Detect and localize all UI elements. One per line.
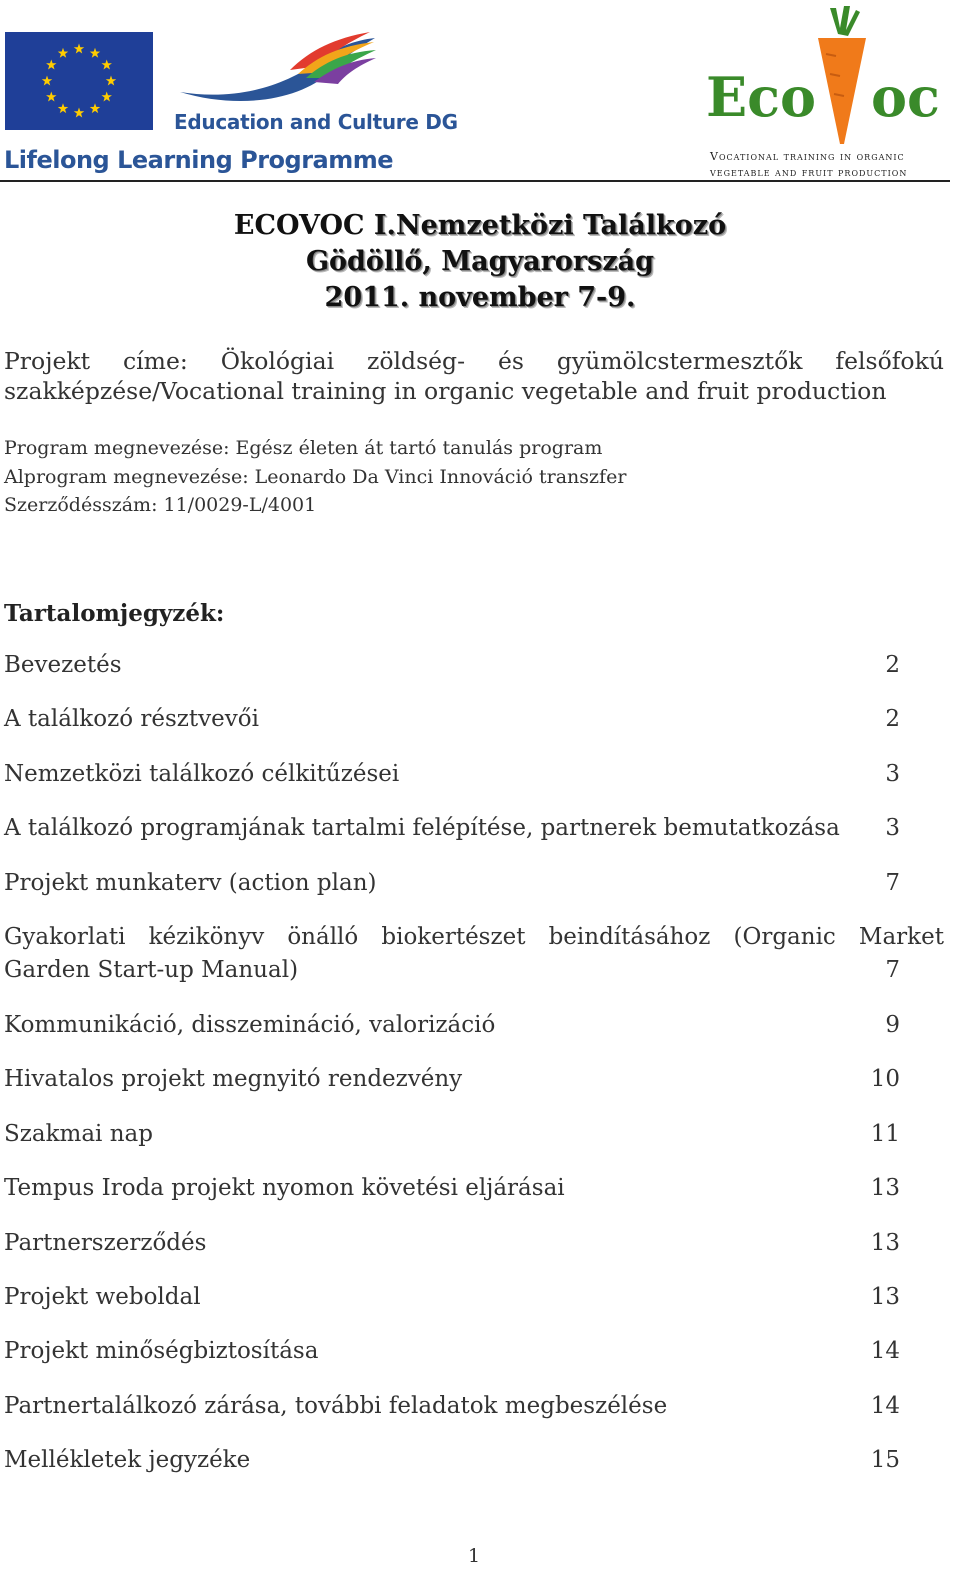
- eu-stars-icon: [5, 32, 153, 130]
- ecovoc-logo: [706, 4, 946, 154]
- word: és: [497, 347, 524, 375]
- llp-swoosh-logo: [170, 30, 380, 110]
- page-number: 1: [467, 1545, 481, 1567]
- toc-entry-label: Partnerszerződés: [4, 1229, 207, 1256]
- toc-entry[interactable]: [4, 706, 944, 760]
- title-prefix: ECOVOC: [233, 210, 374, 241]
- toc-entry-page: 10: [870, 1066, 900, 1093]
- svg-text:Eco: Eco: [706, 65, 817, 129]
- toc-entry-page: 13: [870, 1283, 900, 1310]
- lifelong-learning-programme-text: Lifelong Learning Programme: [4, 146, 394, 174]
- program-name: Program megnevezése: Egész életen át tartó tanulás program: [4, 437, 603, 459]
- word: zöldség-: [367, 347, 466, 375]
- table-of-contents: [4, 652, 944, 1501]
- ecovoc-tagline-line2: vegetable and fruit production: [710, 166, 908, 179]
- toc-entry-page: 3: [885, 815, 900, 842]
- word: biokertészet: [381, 923, 526, 950]
- toc-entry[interactable]: [4, 1230, 944, 1284]
- title-location: Gödöllő, Magyarország: [305, 246, 655, 277]
- eu-flag-logo: [5, 32, 153, 130]
- toc-heading: Tartalomjegyzék:: [4, 600, 225, 627]
- education-culture-dg-text: Education and Culture DG: [174, 110, 458, 134]
- project-title-row2: szakképzése/Vocational training in organic vegetable and fruit production: [4, 377, 887, 405]
- word: Ökológiai: [220, 347, 335, 375]
- toc-entry[interactable]: [4, 1284, 944, 1338]
- toc-entry-page: 13: [870, 1175, 900, 1202]
- toc-entry[interactable]: [4, 1175, 944, 1229]
- toc-entry-label: Projekt minőségbiztosítása: [4, 1338, 319, 1365]
- toc-entry-label: Bevezetés: [4, 652, 122, 678]
- toc-entry[interactable]: [4, 1121, 944, 1175]
- toc-entry-page: 11: [870, 1120, 900, 1147]
- project-metadata: [4, 434, 626, 520]
- contract-number: Szerződésszám: 11/0029-L/4001: [4, 494, 317, 516]
- toc-entry-page: 15: [870, 1447, 900, 1474]
- project-title-row1: [4, 346, 944, 376]
- toc-entry[interactable]: [4, 652, 944, 706]
- toc-entry-page: 7: [885, 956, 900, 983]
- toc-entry-label: Nemzetközi találkozó célkitűzései: [4, 760, 400, 787]
- word: kézikönyv: [148, 923, 265, 950]
- title-line-1: [0, 208, 960, 244]
- document-title: [0, 208, 960, 316]
- project-title-paragraph: [4, 346, 944, 406]
- toc-entry-label: Hivatalos projekt megnyitó rendezvény: [4, 1066, 463, 1093]
- toc-entry-label: Partnertalálkozó zárása, további feladatok megbeszélése: [4, 1392, 668, 1419]
- word: gyümölcstermesztők: [556, 347, 803, 375]
- toc-entry-page: 13: [870, 1229, 900, 1256]
- word: önálló: [287, 923, 359, 950]
- toc-entry-label-line1: [4, 924, 944, 950]
- document-header: [0, 0, 960, 190]
- subprogram-name: Alprogram megnevezése: Leonardo Da Vinci Innováció transzfer: [4, 465, 627, 488]
- toc-entry-page: 9: [885, 1011, 900, 1038]
- title-meeting: I.Nemzetközi Találkozó: [373, 210, 727, 241]
- toc-entry-label: A találkozó résztvevői: [4, 706, 259, 733]
- word: (Organic: [733, 923, 836, 950]
- toc-entry-page: 7: [885, 869, 900, 896]
- toc-entry-label: Projekt weboldal: [4, 1283, 201, 1310]
- word: Projekt: [4, 347, 91, 375]
- toc-entry[interactable]: [4, 924, 944, 1012]
- word: címe:: [122, 347, 188, 375]
- toc-entry-page: 14: [870, 1338, 900, 1365]
- toc-entry-page: 2: [885, 652, 900, 678]
- toc-entry-page: 2: [885, 706, 900, 733]
- toc-entry[interactable]: [4, 761, 944, 815]
- toc-entry[interactable]: [4, 1447, 944, 1501]
- title-date: 2011. november 7-9.: [324, 282, 636, 313]
- toc-entry[interactable]: [4, 815, 944, 869]
- toc-entry-label: Kommunikáció, disszemináció, valorizáció: [4, 1011, 496, 1038]
- toc-entry-label: A találkozó programjának tartalmi felépítése, partnerek bemutatkozása: [4, 815, 840, 842]
- toc-entry[interactable]: [4, 1338, 944, 1392]
- toc-entry[interactable]: [4, 870, 944, 924]
- toc-entry[interactable]: [4, 1012, 944, 1066]
- toc-entry-page: 3: [885, 760, 900, 787]
- header-divider: [0, 180, 950, 182]
- toc-entry[interactable]: [4, 1393, 944, 1447]
- svg-text:oc: oc: [871, 65, 940, 129]
- word: Market: [858, 923, 944, 950]
- word: felsőfokú: [835, 347, 944, 375]
- word: beindításához: [548, 923, 711, 950]
- toc-entry-label: Mellékletek jegyzéke: [4, 1447, 251, 1474]
- ecovoc-tagline-line1: Vocational training in organic: [710, 150, 905, 163]
- toc-entry[interactable]: [4, 1066, 944, 1120]
- toc-entry-label: Tempus Iroda projekt nyomon követési eljárásai: [4, 1175, 565, 1202]
- toc-entry-page: 14: [870, 1392, 900, 1419]
- toc-entry-label: Projekt munkaterv (action plan): [4, 869, 377, 896]
- toc-entry-label: Szakmai nap: [4, 1120, 153, 1147]
- word: Gyakorlati: [4, 923, 126, 950]
- toc-entry-label-line2: Garden Start-up Manual): [4, 956, 299, 983]
